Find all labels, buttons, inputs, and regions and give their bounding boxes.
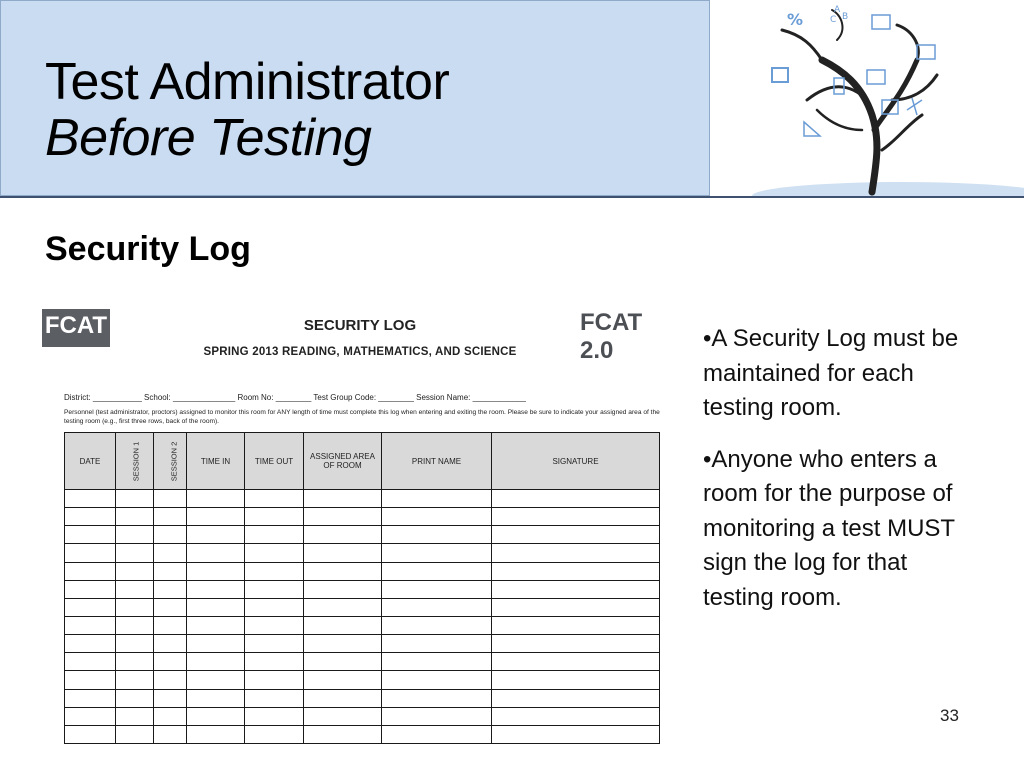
table-cell (65, 508, 116, 526)
table-cell (382, 707, 492, 725)
table-cell (187, 544, 245, 562)
table-cell (304, 616, 382, 634)
table-cell (187, 508, 245, 526)
table-cell (187, 653, 245, 671)
table-cell (382, 580, 492, 598)
column-header-signature: SIGNATURE (492, 433, 660, 490)
table-cell (116, 653, 154, 671)
table-cell (65, 635, 116, 653)
table-row (65, 490, 660, 508)
table-cell (154, 580, 187, 598)
table-cell (245, 598, 304, 616)
svg-text:C: C (830, 15, 837, 25)
table-cell (116, 635, 154, 653)
page-number: 33 (940, 706, 959, 725)
table-cell (116, 544, 154, 562)
table-row (65, 635, 660, 653)
table-cell (245, 653, 304, 671)
table-cell (65, 526, 116, 544)
table-cell (492, 616, 660, 634)
table-cell (492, 490, 660, 508)
table-cell (245, 671, 304, 689)
table-cell (382, 562, 492, 580)
table-cell (154, 544, 187, 562)
table-cell (304, 562, 382, 580)
section-heading: Security Log (45, 230, 251, 268)
table-row (65, 544, 660, 562)
table-cell (65, 580, 116, 598)
table-row (65, 580, 660, 598)
column-header-session1: SESSION 1 (116, 433, 154, 490)
security-log-table (64, 432, 660, 744)
bullet-item: •Anyone who enters a room for the purpose of monitoring a test MUST sign the log for that testing room. (703, 445, 955, 611)
form-fields-line: District: ___________ School: ______________ Room No: ________ Test Group Code: ________ Session Name: ____________ (64, 393, 526, 402)
table-cell (154, 508, 187, 526)
table-row (65, 616, 660, 634)
table-cell (492, 580, 660, 598)
slide-header (0, 0, 1024, 198)
table-cell (382, 508, 492, 526)
table-cell (382, 725, 492, 743)
table-cell (304, 707, 382, 725)
table-cell (116, 490, 154, 508)
table-cell (382, 653, 492, 671)
svg-text:B: B (842, 12, 849, 22)
security-log-form-image (40, 305, 670, 745)
table-row (65, 508, 660, 526)
table-cell (245, 490, 304, 508)
table-cell (245, 526, 304, 544)
table-cell (116, 725, 154, 743)
table-cell (187, 490, 245, 508)
column-header-assigned-area: ASSIGNED AREA OF ROOM (304, 433, 382, 490)
table-cell (65, 544, 116, 562)
table-cell (116, 616, 154, 634)
table-cell (65, 725, 116, 743)
table-cell (65, 598, 116, 616)
column-header-time-out: TIME OUT (245, 433, 304, 490)
table-cell (304, 671, 382, 689)
table-cell (154, 616, 187, 634)
table-cell (65, 562, 116, 580)
table-cell (304, 490, 382, 508)
table-cell (154, 653, 187, 671)
form-title: SECURITY LOG (303, 317, 417, 334)
table-cell (187, 725, 245, 743)
table-cell (492, 671, 660, 689)
table-cell (382, 526, 492, 544)
table-cell (382, 616, 492, 634)
table-cell (245, 562, 304, 580)
slide-title-italic: Before Testing (45, 109, 372, 167)
svg-text:A: A (834, 5, 841, 15)
table-header-row (65, 433, 660, 490)
form-subtitle: SPRING 2013 READING, MATHEMATICS, AND SCIENCE (203, 346, 517, 358)
table-cell (187, 707, 245, 725)
table-cell (245, 689, 304, 707)
table-cell (492, 508, 660, 526)
table-cell (154, 526, 187, 544)
table-cell (154, 725, 187, 743)
table-cell (492, 635, 660, 653)
column-header-print-name: PRINT NAME (382, 433, 492, 490)
table-cell (187, 562, 245, 580)
svg-text:%: % (787, 10, 804, 29)
table-cell (187, 635, 245, 653)
table-cell (304, 544, 382, 562)
table-cell (65, 653, 116, 671)
table-cell (187, 616, 245, 634)
table-cell (245, 635, 304, 653)
table-row (65, 562, 660, 580)
table-cell (382, 490, 492, 508)
table-row (65, 707, 660, 725)
table-cell (382, 689, 492, 707)
table-cell (304, 526, 382, 544)
table-cell (154, 671, 187, 689)
table-cell (304, 598, 382, 616)
table-cell (116, 671, 154, 689)
table-cell (245, 616, 304, 634)
table-cell (245, 707, 304, 725)
table-cell (154, 598, 187, 616)
table-cell (116, 508, 154, 526)
table-cell (245, 725, 304, 743)
table-cell (187, 526, 245, 544)
bullet-list (703, 322, 983, 632)
table-cell (492, 725, 660, 743)
table-row (65, 689, 660, 707)
table-cell (116, 526, 154, 544)
table-cell (154, 490, 187, 508)
table-cell (154, 707, 187, 725)
table-cell (245, 508, 304, 526)
table-cell (382, 635, 492, 653)
table-cell (187, 598, 245, 616)
table-row (65, 653, 660, 671)
table-cell (382, 598, 492, 616)
tree-icon (712, 0, 1024, 196)
table-cell (492, 526, 660, 544)
fcat-logo: FCAT (42, 309, 110, 347)
table-cell (304, 689, 382, 707)
table-cell (304, 653, 382, 671)
table-cell (116, 689, 154, 707)
table-cell (245, 580, 304, 598)
table-cell (382, 671, 492, 689)
table-cell (116, 707, 154, 725)
table-cell (187, 689, 245, 707)
table-cell (154, 635, 187, 653)
table-cell (492, 689, 660, 707)
table-cell (65, 490, 116, 508)
table-cell (154, 562, 187, 580)
bullet-item: •A Security Log must be maintained for each testing room. (703, 325, 959, 421)
table-row (65, 598, 660, 616)
form-instructions: Personnel (test administrator, proctors) assigned to monitor this room for ANY length of time must complete this log when entering and exiting the room. Please be sure to indicate your assigned area of the testing room (e.g., first three rows, back of the room). (64, 409, 660, 425)
table-cell (116, 598, 154, 616)
table-cell (492, 707, 660, 725)
table-cell (116, 562, 154, 580)
table-cell (65, 671, 116, 689)
table-row (65, 671, 660, 689)
table-cell (304, 580, 382, 598)
table-cell (382, 544, 492, 562)
table-cell (187, 671, 245, 689)
table-cell (304, 635, 382, 653)
table-cell (304, 508, 382, 526)
table-cell (245, 544, 304, 562)
table-cell (304, 725, 382, 743)
table-cell (154, 689, 187, 707)
table-row (65, 526, 660, 544)
table-cell (65, 689, 116, 707)
header-divider (0, 196, 1024, 198)
column-header-date: DATE (65, 433, 116, 490)
table-cell (492, 598, 660, 616)
column-header-session2: SESSION 2 (154, 433, 187, 490)
table-cell (492, 653, 660, 671)
column-header-time-in: TIME IN (187, 433, 245, 490)
table-cell (65, 707, 116, 725)
table-cell (492, 562, 660, 580)
slide-title: Test Administrator (45, 53, 450, 111)
fcat2-logo: FCAT 2.0 (580, 309, 643, 364)
table-cell (187, 580, 245, 598)
table-cell (116, 580, 154, 598)
table-cell (65, 616, 116, 634)
table-row (65, 725, 660, 743)
table-cell (492, 544, 660, 562)
